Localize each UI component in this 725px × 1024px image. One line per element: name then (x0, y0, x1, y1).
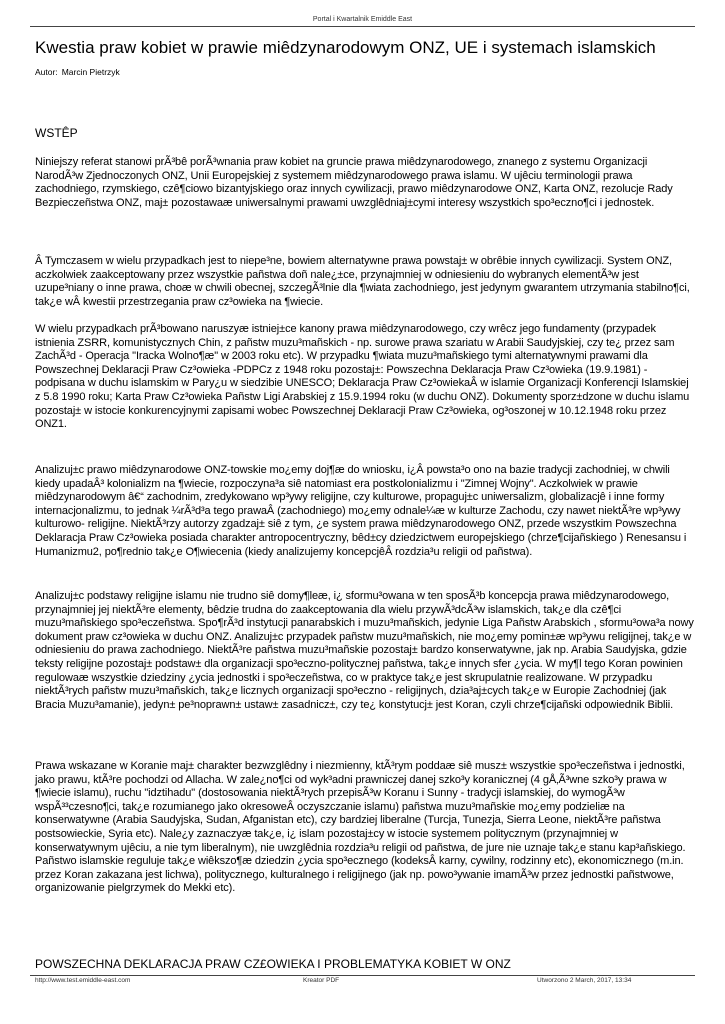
paragraph-2: Â Tymczasem w wielu przypadkach jest to niepe³ne, bowiem alternatywne prawa powstaj± w obrêbie innych cywilizacji. System ONZ, aczkolwiek zaakceptowany przez wszystkie pañstwa doñ nale¿±ce, przynajmniej w odniesieniu do wybranych elementÃ³w jest uzupe³niany o inne prawa, choæ w chwili obecnej, szczegÃ³lnie dla ¶wiata zachodniego, jest jedynym gwarantem utrzymania stabilno¶ci, tak¿e wÂ kwestii przestrzegania praw cz³owieka na ¶wiecie. (35, 255, 690, 308)
document-title: Kwestia praw kobiet w prawie miêdzynarodowym ONZ, UE i systemach islamskich (35, 38, 656, 57)
header-divider (30, 26, 695, 27)
footer-generator: Kreator PDF (303, 977, 340, 984)
section-heading-declaration: POWSZECHNA DEKLARACJA PRAW CZ£OWIEKA I PROBLEMATYKA KOBIET W ONZ (35, 957, 511, 971)
footer-divider (30, 975, 695, 976)
author-label: Autor: (35, 67, 58, 77)
paragraph-6: Prawa wskazane w Koranie maj± charakter bezwzglêdny i niezmienny, ktÃ³rym poddaæ siê musz± wszystkie spo³eczeñstwa i jednostki, jako prawu, ktÃ³re pochodzi od Allacha. W zale¿no¶ci od wyk³adni prawniczej danej szko³y koranicznej (4 gÅ‚Ã³wne szko³y prawa w ¶wiecie islamu), ruchu "idztihadu" (dostosowania niektÃ³rych przepisÃ³w Koranu i Sunny - tradycji islamskiej, do wymogÃ³w wspÃ³³czesno¶ci, tak¿e rozumianego jako okresoweÂ oczyszczanie islamu) pañstwa muzu³mañskie mo¿emy podzieliæ na konserwatywne (Arabia Saudyjska, Sudan, Afganistan etc), czy bardziej liberalne (Turcja, Tunezja, Sierra Leone, niektÃ³re pañstwa postsowieckie, Syria etc). Nale¿y zaznaczyæ tak¿e, i¿ islam pozostaj±cy w istocie systemem politycznym (przynajmniej w konserwatywnym ujêciu, a nie tym liberalnym), nie uwzglêdnia rozdzia³u religii od pañstwa, de jure nie uznaje tak¿e stanu kap³añskiego. Pañstwo islamskie reguluje tak¿e wiêkszo¶æ dziedzin ¿ycia spo³ecznego (kodeksÂ karny, cywilny, rodzinny etc), ekonomicznego (m.in. przez Koran zakazana jest lichwa), politycznego, kulturalnego i religijnego (jak np. powo³ywanie imamÃ³w przez jednostki pañstwowe, organizowanie pielgrzymek do Mekki etc). (35, 760, 686, 895)
paragraph-5: Analizuj±c podstawy religijne islamu nie trudno siê domy¶leæ, i¿ sformu³owana w ten sposÃ³b koncepcja prawa miêdzynarodowego, przynajmniej jej niektÃ³re elementy, bêdzie trudna do zaakceptowania dla wielu przywÃ³dcÃ³w islamskich, tak¿e dla czê¶ci muzu³mañskiego spo³eczeñstwa. Spo¶rÃ³d instytucji panarabskich i muzu³mañskich, jedynie Liga Pañstw Arabskich , sformu³owa³a nowy dokument praw cz³owieka w duchu ONZ. Analizuj±c przypadek pañstw muzu³mañskich, nie mo¿emy pomin±æ wp³ywu religijnej, tak¿e w odniesieniu do prawa zachodniego. NiektÃ³re pañstwa muzu³mañskie pozostaj± bardzo konserwatywne, jak np. Arabia Saudyjska, gdzie teksty religijne pozostaj± podstaw± dla organizacji spo³eczno-politycznej pañstwa, tak¿e innych sfer ¿ycia. W my¶l tego Koran powinien regulowaæ wszystkie dziedziny ¿ycia jednostki i spo³eczeñstwa, co w praktyce tak¿e jest skrupulatnie realizowane. W przypadku niektÃ³rych pañstw muzu³mañskich, tak¿e licznych organizacji spo³eczno - religijnych, dzia³aj±cych tak¿e w Europie Zachodniej (jak Bracia Muzu³amanie), jedyn± pe³noprawn± ustaw± zasadnicz±, czy te¿ konstytucj± jest Koran, czyli chrze¶cijañski odpowiednik Biblii. (35, 590, 694, 711)
footer-url[interactable]: http://www.test.emiddle-east.com (35, 977, 131, 984)
paragraph-1: Niniejszy referat stanowi prÃ³bê porÃ³wnania praw kobiet na gruncie prawa miêdzynarodowego, znanego z systemu Organizacji NarodÃ³w Zjednoczonych ONZ, Unii Europejskiej z systemem miêdzynarodowego prawa islamu. W ujêciu terminologii prawa zachodniego, rzymskiego, czê¶ciowo bizantyjskiego oraz innych cywilizacji, prawo miêdzynarodowe ONZ, Karta ONZ, rezolucje Rady Bezpieczeñstwa ONZ, maj± pozostawaæ uniwersalnymi prawami uwzglêdniaj±cymi interesy wszystkich spo³eczno¶ci i jednostek. (35, 156, 673, 209)
section-heading-intro: WSTÊP (35, 126, 78, 140)
paragraph-4: Analizuj±c prawo miêdzynarodowe ONZ-towskie mo¿emy doj¶æ do wniosku, i¿Â powsta³o ono na bazie tradycji zachodniej, w chwili kiedy upadaÂ³ kolonializm na ¶wiecie, rozpoczyna³a siê natomiast era postkolonializmu i "Zimnej Wojny". Aczkolwiek w prawie miêdzynarodowym â€“ zachodnim, zredykowano wp³ywy religijne, czy kulturowe, propaguj±c uniwersalizm, globalizacjê i inne formy internacjonalizmu, to jednak ¼rÃ³d³a tego prawaÂ (zachodniego) mo¿emy odnale¼æ w kulturze Zachodu, czy nawet niektÃ³re wp³ywy kulturowo- religijne. NiektÃ³rzy autorzy zgadzaj± siê z tym, ¿e system prawa miêdzynarodowego ONZ, przede wszystkim Powszechna Deklaracja Praw Cz³owieka posiada charakter antropocentryczny, bêd±cy dziedzictwem europejskiego (chrze¶cijañskiego ) Renesansu i Humanizmu2, po¶rednio tak¿e O¶wiecenia (kiedy analizujemy koncepcjêÂ rozdzia³u religii od pañstwa). (35, 464, 687, 558)
paragraph-3: W wielu przypadkach prÃ³bowano naruszyæ istniej±ce kanony prawa miêdzynarodowego, czy wrêcz jego fundamenty (przypadek istnienia ZSRR, komunistycznych Chin, z pañstw muzu³mañskich - np. surowe prawa szariatu w Arabii Saudyjskiej, czy te¿ przez sam ZachÃ³d - Operacja "Iracka Wolno¶æ" w 2003 roku etc). W przypadku ¶wiata muzu³mañskiego tymi alternatywnymi prawami dla Powszechnej Deklaracji Praw Cz³owieka -PDPCz z 1948 roku pozostaj±: Powszechna Deklaracja Praw Cz³owieka (19.9.1981) - podpisana w duchu islamskim w Pary¿u w siedzibie UNESCO; Deklaracja Praw Cz³owiekaÂ w islamie Organizacji Konferencji Islamskiej z 5.8 1990 roku; Karta Praw Cz³owieka Pañstw Ligi Arabskiej z 15.9.1994 roku (w duchu ONZ). Dokumenty sporz±dzone w duchu islamu pozostaj± w istocie konkurencyjnymi zapisami wobec Powszechnej Deklaracji Praw Cz³owieka, og³oszonej w 10.12.1948 roku przez ONZ1. (35, 323, 690, 431)
footer-created-date: Utworzono 2 March, 2017, 13:34 (537, 977, 632, 984)
portal-header: Portal i Kwartalnik Emiddle East (312, 16, 413, 23)
author-line (35, 67, 120, 77)
author-name: Marcin Pietrzyk (61, 67, 120, 77)
